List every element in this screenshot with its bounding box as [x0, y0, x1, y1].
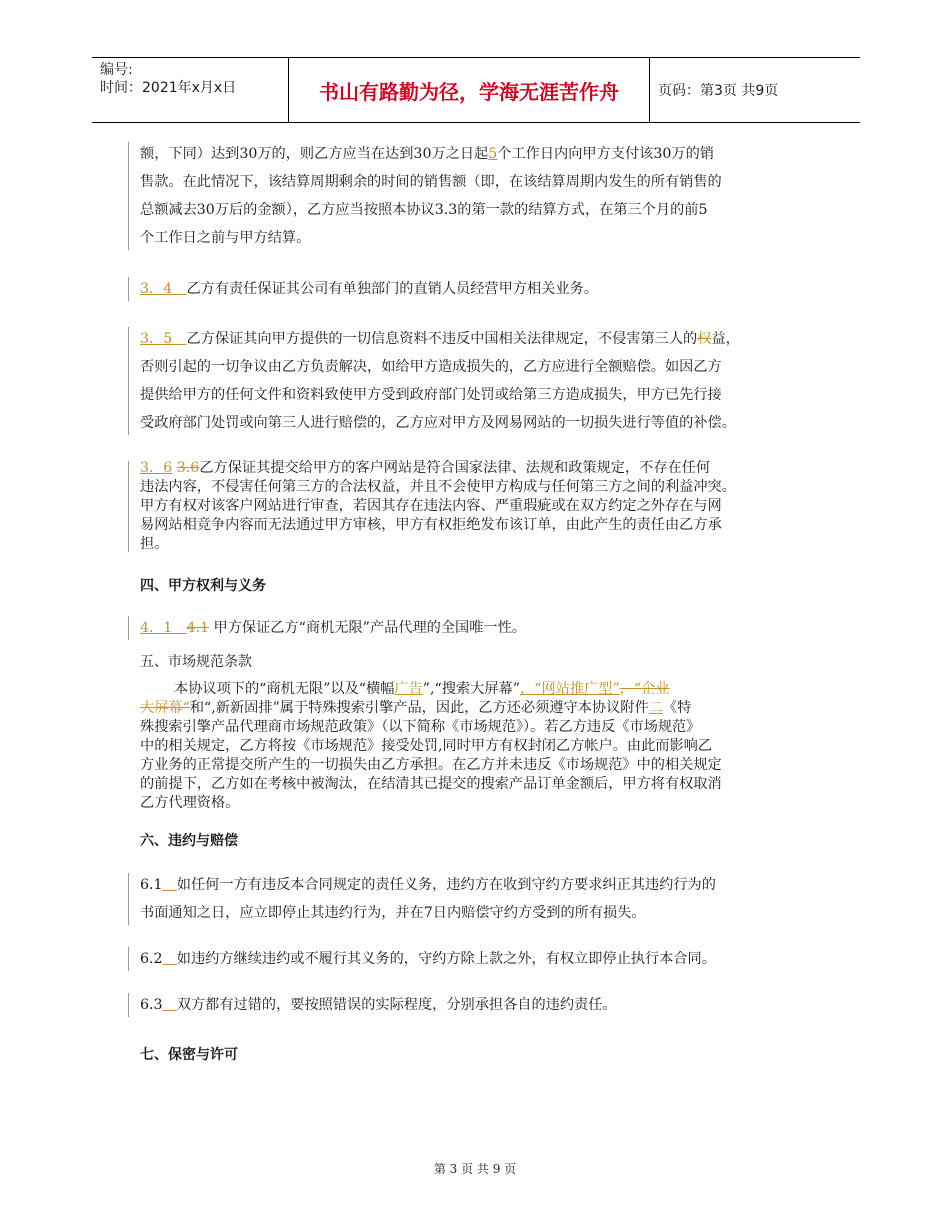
page-header [92, 57, 860, 123]
clause-3-6: 3．6 3.6乙方保证其提交给甲方的客户网站是符合国家法律、法规和政策规定，不存在任何 违法内容，不侵害任何第三方的合法权益，并且不会使甲方构成与任何第三方之间的利益冲突。 甲方有权对该客户网站进行审查，若因其存在违法内容、严重瑕疵或在双方约定之外存在与网 易网站相竞争内容而无法通过甲方审核，甲方有权拒绝发布该订单，由此产生的责任由乙方承 担。 [140, 459, 820, 554]
deleted-text: 4.1 [186, 620, 210, 636]
paragraph-settlement [140, 140, 820, 252]
clause-number: 3．4 [140, 281, 187, 297]
header-page-number: 页码：第3页 共9页 [658, 83, 779, 99]
text-line: 中的相关规定，乙方将按《市场规范》接受处罚,同时甲方有权封闭乙方帐户。由此而影响乙 [140, 738, 713, 754]
text-line: 违法内容，不侵害任何第三方的合法权益，并且不会使甲方构成与任何第三方之间的利益冲突。 [140, 479, 736, 495]
header-meta [92, 58, 288, 122]
text-line: 担。 [140, 536, 169, 552]
clause-6-3: 6.3 双方都有过错的，要按照错误的实际程度，分别承担各自的违约责任。 [140, 991, 820, 1019]
inserted-text: ，“网站推广型” [520, 681, 620, 697]
clause-4-1: 4．1 4.1 甲方保证乙方“商机无限”产品代理的全国唯一性。 [140, 614, 820, 642]
inserted-text: 二 [648, 700, 663, 716]
page-footer: 第 3 页 共 9 页 [433, 1162, 517, 1176]
document-date: 时间：2021年x月x日 [100, 80, 237, 96]
text-line: 受政府部门处罚或向第三人进行赔偿的，乙方应对甲方及网易网站的一切损失进行等值的补偿。 [140, 415, 736, 431]
clause-6-2: 6.2 如违约方继续违约或不履行其义务的，守约方除上款之外，有权立即停止执行本合同。 [140, 945, 820, 973]
section-heading-5: 五、市场规范条款 [140, 654, 252, 670]
inserted-text: 5 [488, 146, 498, 162]
clause-3-4 [140, 275, 820, 303]
deleted-text: ，“企业 [619, 681, 670, 697]
section-heading-6: 六、违约与赔偿 [140, 833, 238, 849]
document-body [140, 138, 820, 1065]
clause-text: 乙方有责任保证其公司有单独部门的直销人员经营甲方相关业务。 [186, 281, 598, 297]
deleted-text: 权 [697, 331, 712, 347]
text-line: 额，下同）达到30万的，则乙方应当在达到30万之日起5个工作日内向甲方支付该30万的销 [140, 146, 714, 162]
text-line: 提供给甲方的任何文件和资料致使甲方受到政府部门处罚或给第三方造成损失，甲方已先行接 [140, 387, 722, 403]
deleted-text: 3.6 [176, 460, 200, 476]
clause-number: 6.2 [140, 951, 163, 967]
market-rules-paragraph: 本协议项下的“商机无限”以及“横幅广告”,“搜索大屏幕”，“网站推广型”，“企业 大屏幕“和“,新新固排”属于特殊搜索引擎产品，因此，乙方还必须遵守本协议附件二《特 殊搜索引擎产品代理商市场规范政策》（以下简称《市场规范》）。若乙方违反《市场规范》 中的相关规定，乙方将按《市场规范》接受处罚,同时甲方有权封闭乙方帐户。由此而影响乙 方业务的正常提交所产生的一切损失由乙方承担。在乙方并未违反《市场规范》中的相关规定 的前提下，乙方如在考核中被淘汰，在结清其已提交的搜索产品订单金额后，甲方将有权取消 乙方代理资格。 [140, 680, 820, 813]
text-line: 个工作日之前与甲方结算。 [140, 230, 311, 246]
text-line: 否则引起的一切争议由乙方负责解决，如给甲方造成损失的，乙方应进行全额赔偿。如因乙方 [140, 359, 722, 375]
clause-number: 3．6 [140, 460, 173, 476]
text-line: 甲方有权对该客户网站进行审查，若因其存在违法内容、严重瑕疵或在双方约定之外存在与网 [140, 498, 722, 514]
clause-number: 6.3 [140, 997, 163, 1013]
clause-number: 4．1 [140, 620, 187, 636]
text-line: 方业务的正常提交所产生的一切损失由乙方承担。在乙方并未违反《市场规范》中的相关规定 [140, 757, 722, 773]
text-line: 的前提下，乙方如在考核中被淘汰，在结清其已提交的搜索产品订单金额后，甲方将有权取消 [140, 776, 722, 792]
text-line: 易网站相竞争内容而无法通过甲方审核，甲方有权拒绝发布该订单，由此产生的责任由乙方承 [140, 517, 722, 533]
text-line: 殊搜索引擎产品代理商市场规范政策》（以下简称《市场规范》）。若乙方违反《市场规范》 [140, 719, 701, 735]
section-heading-4: 四、甲方权利与义务 [140, 578, 266, 594]
text-line: 书面通知之日，应立即停止其违约行为，并在7日内赔偿守约方受到的所有损失。 [140, 905, 646, 921]
deleted-text: 大屏幕“ [140, 700, 190, 716]
clause-number: 3．5 [140, 331, 187, 347]
header-motto: 书山有路勤为径，学海无涯苦作舟 [288, 58, 650, 122]
text-line: 售款。在此情况下，该结算周期剩余的时间的销售额（即，在该结算周期内发生的所有销售的 [140, 174, 722, 190]
clause-6-1: 6.1 如任何一方有违反本合同规定的责任义务，违约方在收到守约方要求纠正其违约行为的 书面通知之日，应立即停止其违约行为，并在7日内赔偿守约方受到的所有损失。 [140, 871, 820, 927]
text-line: 乙方代理资格。 [140, 795, 240, 811]
document-number-label: 编号: [100, 62, 133, 78]
inserted-text: 广告 [394, 681, 423, 697]
text-line: 总额减去30万后的金额），乙方应当按照本协议3.3的第一款的结算方式，在第三个月的前5 [140, 202, 708, 218]
clause-3-5: 3．5 乙方保证其向甲方提供的一切信息资料不违反中国相关法律规定，不侵害第三人的权益， 否则引起的一切争议由乙方负责解决，如给甲方造成损失的，乙方应进行全额赔偿。如因乙方 提供给甲方的任何文件和资料致使甲方受到政府部门处罚或给第三方造成损失，甲方已先行接 受政府部门处罚或向第三人进行赔偿的，乙方应对甲方及网易网站的一切损失进行等值的补偿。 [140, 325, 820, 437]
section-heading-7: 七、保密与许可 [140, 1047, 238, 1063]
clause-number: 6.1 [140, 877, 163, 893]
